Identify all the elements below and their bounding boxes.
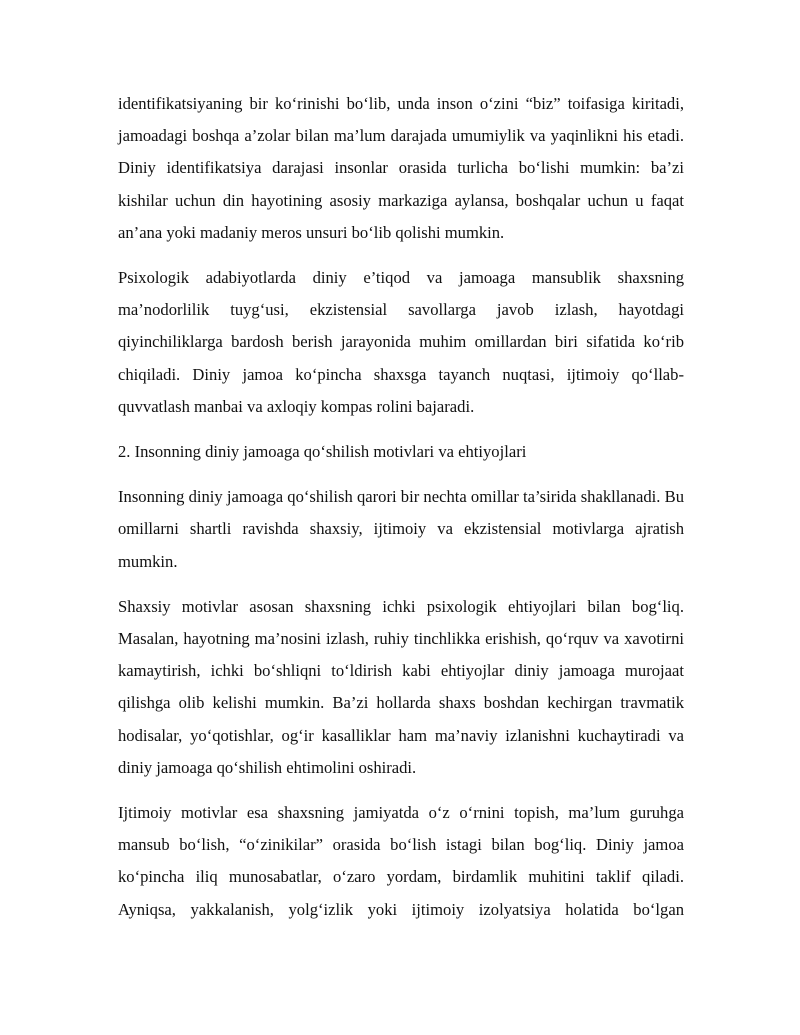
paragraph-identification: identifikatsiyaning bir ko‘rinishi bo‘lib, unda inson o‘zini “biz” toifasiga kiritadi, jamoadagi boshqa a’zolar bilan ma’lum darajada umumiylik va yaqinlikni his etadi. Diniy identifikatsiya darajasi insonlar orasida turlicha bo‘lishi mumkin: ba’zi kishilar uchun din hayotining asosiy markaziga aylansa, boshqalar uchun u faqat an’ana yoki madaniy meros unsuri bo‘lib qolishi mumkin. [118, 94, 684, 242]
paragraph-motives-intro: Insonning diniy jamoaga qo‘shilish qarori bir nechta omillar ta’sirida shakllanadi. Bu omillarni shartli ravishda shaxsiy, ijtimoiy va ekzistensial motivlarga ajratish mumkin. [118, 487, 684, 571]
paragraph-personal-motives: Shaxsiy motivlar asosan shaxsning ichki psixologik ehtiyojlari bilan bog‘liq. Masalan, hayotning ma’nosini izlash, ruhiy tinchlikka erishish, qo‘rquv va xavotirni kamaytirish, ichki bo‘shliqni to‘ldirish kabi ehtiyojlar diniy jamoaga murojaat qilishga olib kelishi mumkin. Ba’zi hollarda shaxs boshdan kechirgan travmatik hodisalar, yo‘qotishlar, og‘ir kasalliklar ham ma’naviy izlanishni kuchaytiradi va diniy jamoaga qo‘shilish ehtimolini oshiradi. [118, 596, 684, 777]
paragraph-social-motives: Ijtimoiy motivlar esa shaxsning jamiyatda o‘z o‘rnini topish, ma’lum guruhga mansub bo‘lish, “o‘zinikilar” orasida bo‘lish istagi bilan bog‘liq. Diniy jamoa ko‘pincha iliq munosabatlar, o‘zaro yordam, birdamlik muhitini taklif qiladi. Ayniqsa, yakkalanish, yolg‘izlik yoki ijtimoiy izolyatsiya holatida bo‘lgan [118, 803, 684, 919]
paragraph-psychological-literature: Psixologik adabiyotlarda diniy e’tiqod va jamoaga mansublik shaxsning ma’nodorlilik tuyg‘usi, ekzistensial savollarga javob izlash, hayotdagi qiyinchiliklarga bardosh berish jarayonida muhim omillardan biri sifatida ko‘rib chiqiladi. Diniy jamoa ko‘pincha shaxsga tayanch nuqtasi, ijtimoiy qo‘llab-quvvatlash manbai va axloqiy kompas rolini bajaradi. [118, 268, 684, 416]
document-page [118, 88, 684, 939]
section-heading: 2. Insonning diniy jamoaga qo‘shilish motivlari va ehtiyojlari [118, 442, 527, 462]
